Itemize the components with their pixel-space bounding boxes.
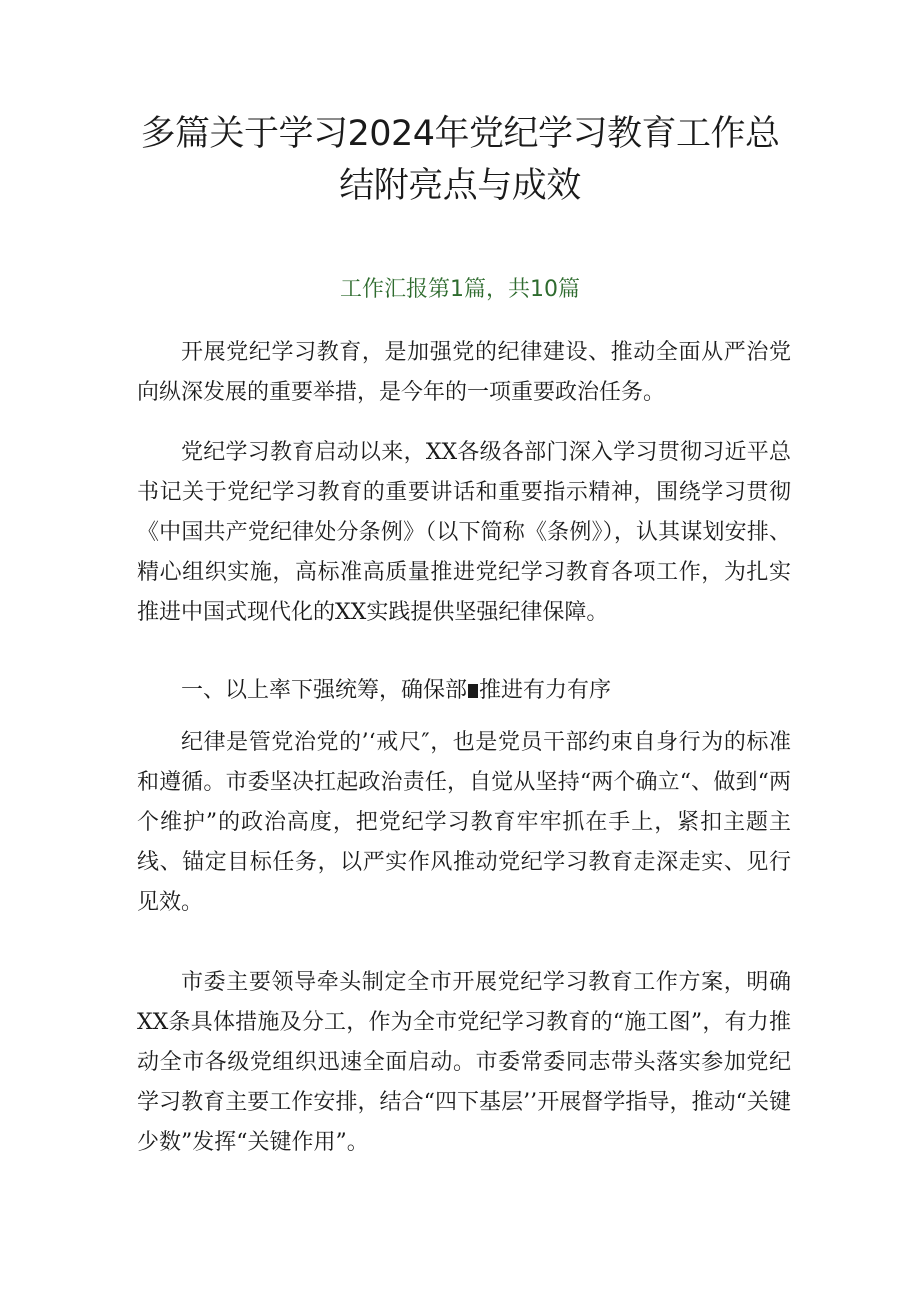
paragraph-discipline: 纪律是管党治党的’‘戒尺″，也是党员干部约束自身行为的标准和遵循。市委坚决扛起政治责任，自觉从坚持“两个确立“、做到“两个维护”的政治高度，把党纪学习教育牢牢抓在手上，紧扣主题主线、锚定目标任务，以严实作风推动党纪学习教育走深走实、见行见效。: [137, 730, 791, 915]
paragraph-background: 党纪学习教育启动以来，XX各级各部门深入学习贯彻习近平总书记关于党纪学习教育的重要讲话和重要指示精神，围绕学习贯彻《中国共产党纪律处分条例》（以下简称《条例》），认其谋划安排、精心组织实施，高标准高质量推进党纪学习教育各项工作，为扎实推进中国式现代化的XX实践提供坚强纪律保障。: [137, 440, 791, 625]
section-heading-1-part1: 一、以上率下强统筹，确保部: [181, 678, 468, 703]
document-title: 多篇关于学习2024年党纪学习教育工作总结附亮点与成效: [140, 114, 780, 206]
section-heading-1: [181, 673, 791, 709]
paragraph-leadership: 市委主要领导牵头制定全市开展党纪学习教育工作方案，明确XX条具体措施及分工，作为全市党纪学习教育的“施工图”，有力推动全市各级党组织迅速全面启动。市委常委同志带头落实参加党纪学习教育主要工作安排，结合“四下基层’’开展督学指导，推动“关键少数”发挥“关键作用”。: [137, 970, 791, 1155]
document-subtitle: 工作汇报第1篇，共10篇: [340, 277, 580, 302]
section-heading-1-part2: 推进有力有序: [479, 678, 612, 703]
redaction-mark: [468, 684, 478, 698]
paragraph-intro: 开展党纪学习教育，是加强党的纪律建设、推动全面从严治党向纵深发展的重要举措，是今年的一项重要政治任务。: [137, 340, 791, 405]
